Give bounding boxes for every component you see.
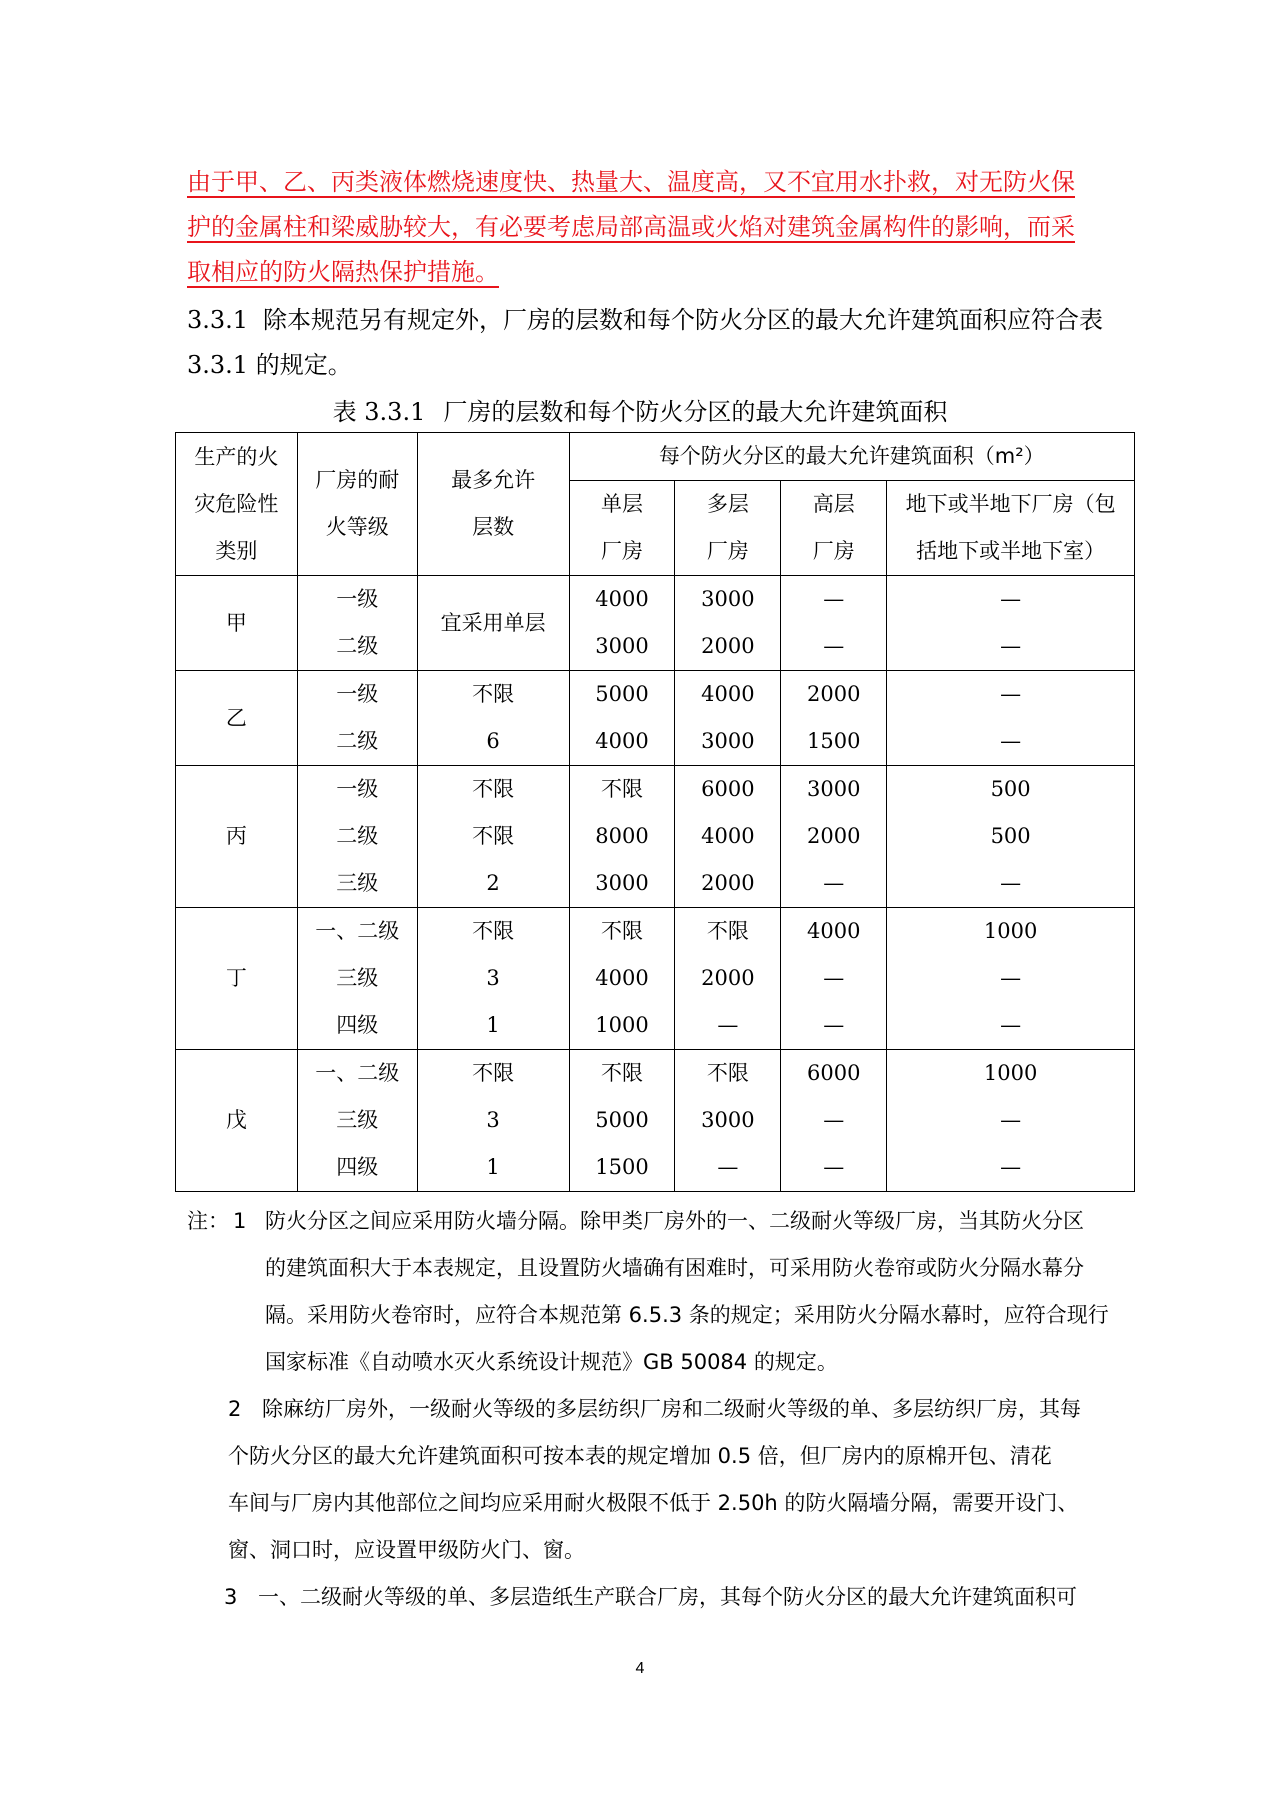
cell-area-under: — —	[887, 671, 1135, 766]
red-line: 取相应的防火隔热保护措施。	[187, 258, 499, 286]
page-number: 4	[635, 1660, 645, 1677]
cell-area-single: 4000 3000	[569, 576, 675, 671]
note-line: 窗、洞口时，应设置甲级防火门、窗。	[228, 1538, 585, 1562]
note-number: 1	[233, 1209, 247, 1233]
table-caption-prefix: 表	[332, 398, 357, 426]
red-line: 护的金属柱和梁威胁较大，有必要考虑局部高温或火焰对建筑金属构件的影响，而采	[187, 213, 1075, 241]
cell-category: 乙	[176, 671, 298, 766]
cell-max-floors: 不限 3 1	[417, 908, 569, 1050]
cell-area-under: 1000 — —	[887, 908, 1135, 1050]
cell-area-under: 500 500 —	[887, 766, 1135, 908]
cell-area-high: 2000 1500	[781, 671, 887, 766]
note-line: 国家标准《自动喷水灭火系统设计规范》GB 50084 的规定。	[265, 1350, 838, 1374]
clause-text: 除本规范另有规定外，厂房的层数和每个防火分区的最大允许建筑面积应符合表	[263, 306, 1103, 334]
cell-max-floors: 宜采用单层	[417, 576, 569, 671]
cell-area-single: 不限 4000 1000	[569, 908, 675, 1050]
cell-area-under: 1000 — —	[887, 1050, 1135, 1192]
note-line: 一、二级耐火等级的单、多层造纸生产联合厂房，其每个防火分区的最大允许建筑面积可	[258, 1585, 1077, 1609]
cell-area-multi: 6000 4000 2000	[675, 766, 781, 908]
header-high-rise: 高层 厂房	[781, 481, 887, 576]
table-row	[176, 908, 1135, 1050]
clause-text-continued: 3.3.1 的规定。	[187, 351, 352, 379]
cell-area-high: 3000 2000 —	[781, 766, 887, 908]
note-number: 2	[228, 1397, 242, 1421]
cell-area-high: 6000 — —	[781, 1050, 887, 1192]
cell-area-under: — —	[887, 576, 1135, 671]
red-line: 由于甲、乙、丙类液体燃烧速度快、热量大、温度高，又不宜用水扑救，对无防火保	[187, 168, 1075, 196]
cell-area-multi: 不限 2000 —	[675, 908, 781, 1050]
table-row	[176, 766, 1135, 908]
notes-label: 注：	[187, 1209, 229, 1233]
cell-fire-rating: 一级 二级 三级	[297, 766, 417, 908]
cell-area-high: 4000 — —	[781, 908, 887, 1050]
header-underground: 地下或半地下厂房（包 括地下或半地下室）	[887, 481, 1135, 576]
fire-compartment-table	[175, 432, 1135, 1192]
table-row	[176, 1050, 1135, 1192]
table-caption-number: 3.3.1	[364, 398, 426, 426]
cell-fire-rating: 一级 二级	[297, 576, 417, 671]
table-caption	[150, 392, 1130, 432]
header-single-storey: 单层 厂房	[569, 481, 675, 576]
header-max-area-group: 每个防火分区的最大允许建筑面积（m²）	[569, 433, 1134, 481]
header-max-floors: 最多允许 层数	[417, 433, 569, 576]
cell-fire-rating: 一、二级 三级 四级	[297, 908, 417, 1050]
note-line: 除麻纺厂房外，一级耐火等级的多层纺织厂房和二级耐火等级的单、多层纺织厂房，其每	[262, 1397, 1081, 1421]
clause-3-3-1	[187, 298, 1167, 388]
table-row	[176, 576, 1135, 671]
cell-fire-rating: 一、二级 三级 四级	[297, 1050, 417, 1192]
header-hazard-category: 生产的火 灾危险性 类别	[176, 433, 298, 576]
red-underlined-paragraph	[187, 160, 1117, 295]
table-caption-title: 厂房的层数和每个防火分区的最大允许建筑面积	[443, 398, 948, 426]
note-line: 车间与厂房内其他部位之间均应采用耐火极限不低于 2.50h 的防火隔墙分隔，需要开设门、	[228, 1491, 1079, 1515]
cell-max-floors: 不限 不限 2	[417, 766, 569, 908]
table-body	[176, 576, 1135, 1192]
note-line: 隔。采用防火卷帘时，应符合本规范第 6.5.3 条的规定；采用防火分隔水幕时，应符合现行	[265, 1303, 1109, 1327]
cell-area-single: 不限 5000 1500	[569, 1050, 675, 1192]
header-multi-storey: 多层 厂房	[675, 481, 781, 576]
note-number: 3	[224, 1585, 238, 1609]
header-fire-rating: 厂房的耐 火等级	[297, 433, 417, 576]
cell-max-floors: 不限 6	[417, 671, 569, 766]
note-line: 的建筑面积大于本表规定，且设置防火墙确有困难时，可采用防火卷帘或防火分隔水幕分	[265, 1256, 1084, 1280]
clause-number: 3.3.1	[187, 306, 249, 334]
cell-area-multi: 不限 3000 —	[675, 1050, 781, 1192]
cell-category: 丁	[176, 908, 298, 1050]
cell-area-single: 5000 4000	[569, 671, 675, 766]
cell-category: 戊	[176, 1050, 298, 1192]
cell-category: 甲	[176, 576, 298, 671]
cell-fire-rating: 一级 二级	[297, 671, 417, 766]
note-line: 个防火分区的最大允许建筑面积可按本表的规定增加 0.5 倍，但厂房内的原棉开包、清花	[228, 1444, 1052, 1468]
cell-area-multi: 3000 2000	[675, 576, 781, 671]
cell-max-floors: 不限 3 1	[417, 1050, 569, 1192]
cell-category: 丙	[176, 766, 298, 908]
cell-area-high: — —	[781, 576, 887, 671]
cell-area-single: 不限 8000 3000	[569, 766, 675, 908]
note-line: 防火分区之间应采用防火墙分隔。除甲类厂房外的一、二级耐火等级厂房，当其防火分区	[265, 1209, 1084, 1233]
cell-area-multi: 4000 3000	[675, 671, 781, 766]
table-row	[176, 671, 1135, 766]
